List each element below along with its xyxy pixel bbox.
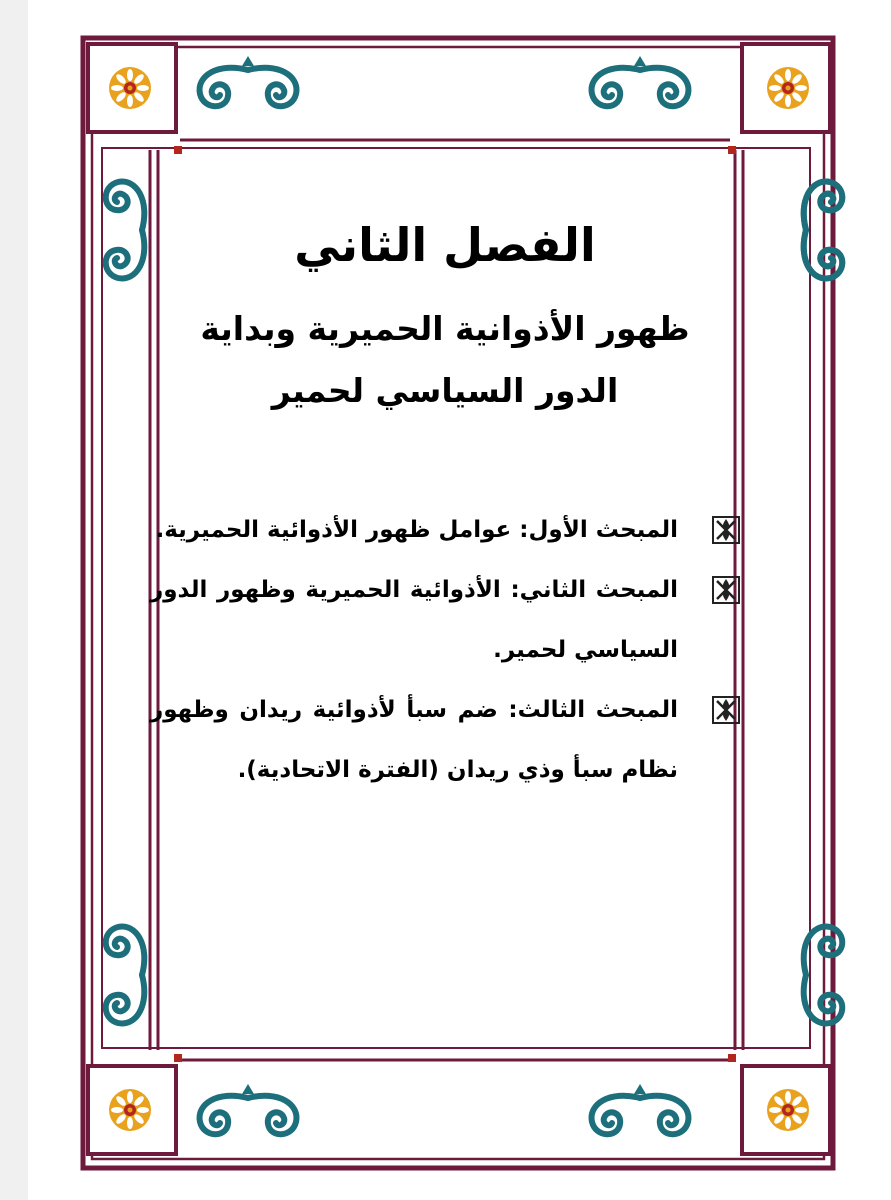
sections-list	[150, 500, 740, 800]
chapter-subtitle	[150, 298, 740, 422]
chapter-title: الفصل الثاني	[294, 218, 596, 272]
ornamental-square-bullet-icon	[712, 576, 740, 604]
list-item	[150, 680, 740, 800]
list-item	[150, 500, 740, 560]
list-item	[150, 560, 740, 680]
chapter-content	[150, 210, 740, 800]
section-3-text: المبحث الثالث: ضم سبأ لأذوائية ريدان وظهور نظام سبأ وذي ريدان (الفترة الاتحادية).	[150, 697, 678, 783]
section-1-text: المبحث الأول: عوامل ظهور الأذوائية الحميرية.	[155, 517, 678, 543]
ornamental-square-bullet-icon	[712, 516, 740, 544]
ornamental-square-bullet-icon	[712, 696, 740, 724]
section-2-text: المبحث الثاني: الأذوائية الحميرية وظهور الدور السياسي لحمير.	[150, 577, 678, 663]
subtitle-line-2: الدور السياسي لحمير	[271, 371, 619, 410]
subtitle-line-1: ظهور الأذوانية الحميرية وبداية	[200, 309, 690, 348]
